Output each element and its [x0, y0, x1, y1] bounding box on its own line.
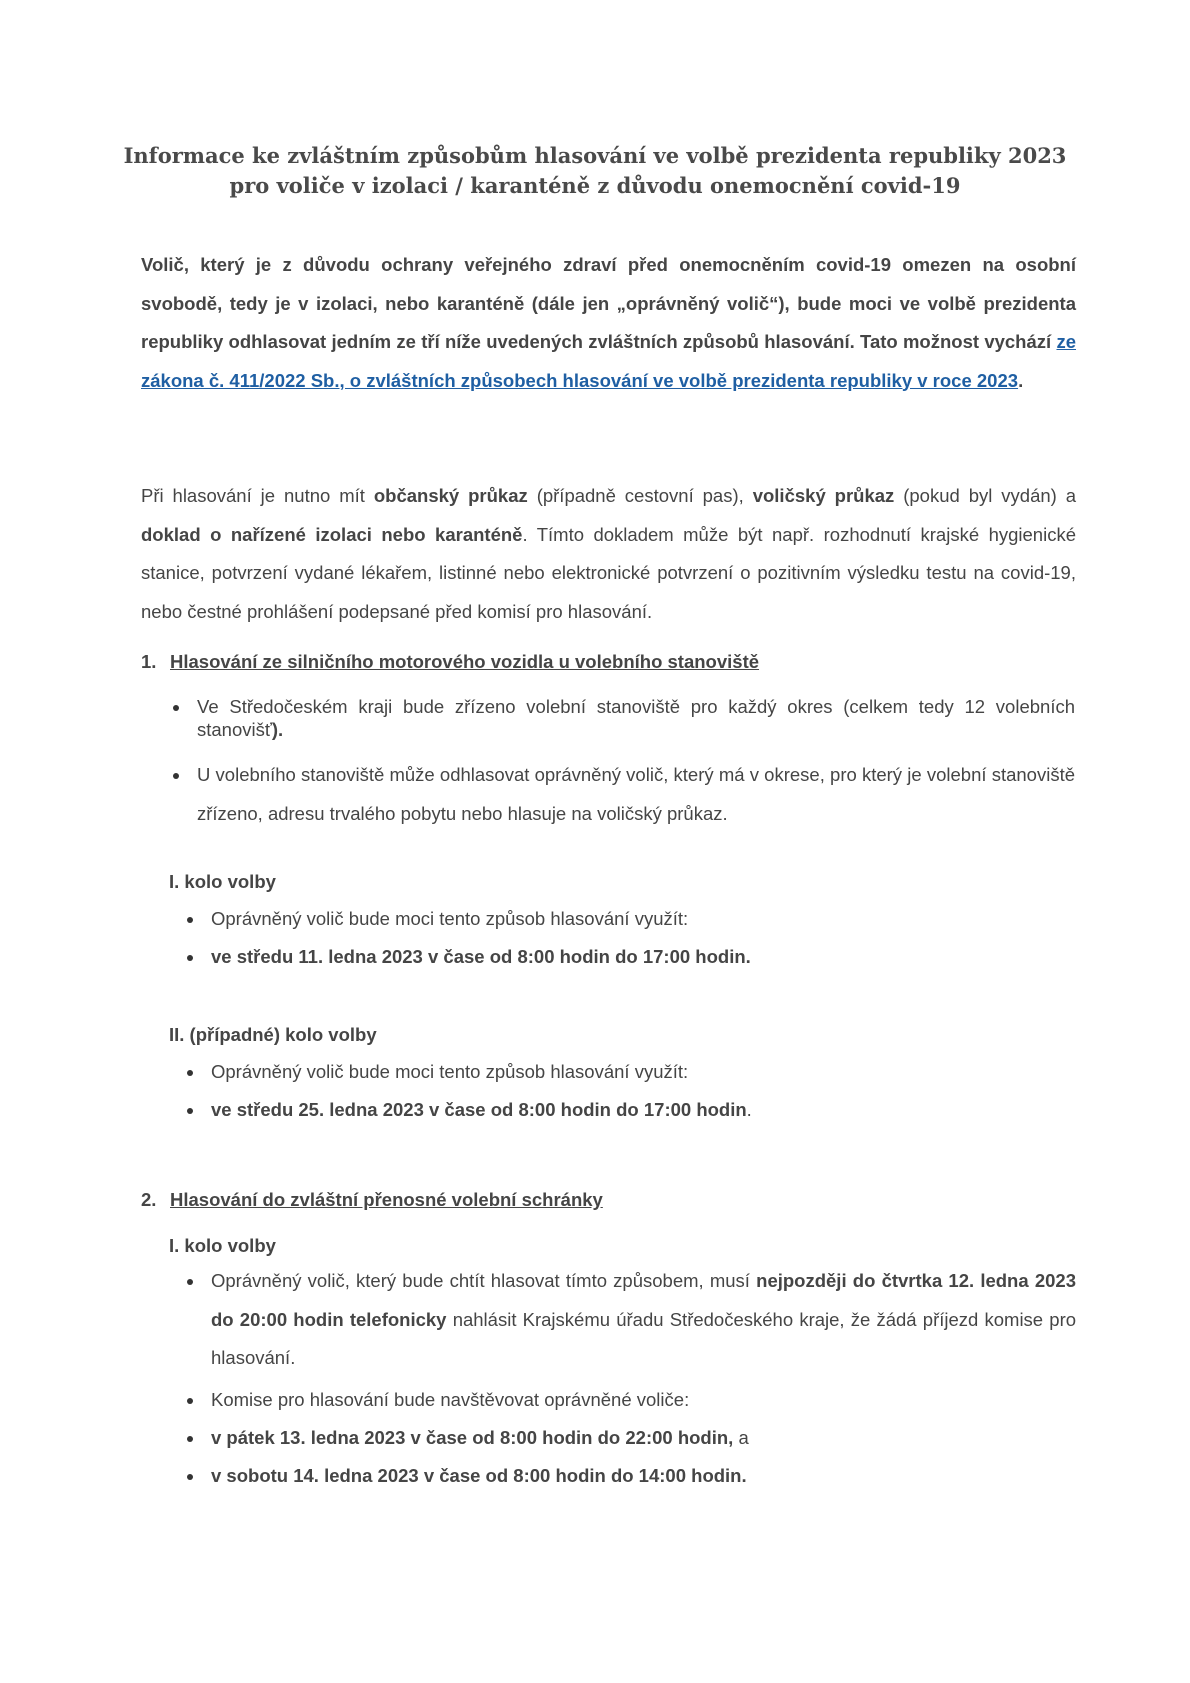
- intro-paragraph: [141, 246, 1076, 400]
- s2-bullet3-text: v pátek 13. ledna 2023 v čase od 8:00 hodin do 22:00 hodin,: [211, 1427, 734, 1448]
- bullet-icon: [173, 773, 179, 779]
- requirements-paragraph: [141, 477, 1076, 631]
- s1-round1-line2: ve středu 11. ledna 2023 v čase od 8:00 hodin do 17:00 hodin.: [211, 946, 751, 967]
- bullet-icon: [187, 1108, 193, 1114]
- s1-round2-line2: ve středu 25. ledna 2023 v čase od 8:00 hodin do 17:00 hodin: [211, 1099, 747, 1120]
- req-text-1: Při hlasování je nutno mít: [141, 485, 365, 506]
- section2-number: 2.: [141, 1189, 157, 1210]
- section1-heading: [141, 649, 759, 675]
- s2-bullet1-text-2: nahlásit Krajskému úřadu Středočeského kraje, že žádá příjezd komise pro hlasování.: [211, 1308, 1077, 1368]
- list-item: [211, 944, 1076, 970]
- s2-bullet4-text: v sobotu 14. ledna 2023 v čase od 8:00 hodin do 14:00 hodin.: [211, 1465, 747, 1486]
- s1-bullet1-text: Ve Středočeském kraji bude zřízeno volební stanoviště pro každý okres (celkem tedy 12 volebních stanovišť: [197, 696, 1075, 740]
- list-item: [211, 1425, 1076, 1451]
- s2-bullet2-text: Komise pro hlasování bude navštěvovat oprávněné voliče:: [211, 1389, 690, 1410]
- list-item: [211, 1097, 1076, 1123]
- document-title: [0, 141, 1190, 201]
- s2-bullet3-end: a: [738, 1427, 749, 1448]
- s1-round2-title: II. (případné) kolo volby: [169, 1024, 377, 1045]
- title-line-1: Informace ke zvláštním způsobům hlasování ve volbě prezidenta republiky 2023: [123, 143, 1067, 168]
- s1-round2-line2-end: .: [746, 1099, 752, 1120]
- list-item: [211, 1463, 1076, 1489]
- s1-round1-line1: Oprávněný volič bude moci tento způsob hlasování využít:: [211, 908, 689, 929]
- s1-bullet1-end: ).: [271, 719, 284, 740]
- req-text-3: (pokud byl vydán) a: [903, 485, 1077, 506]
- s2-bullet1-deadline: nejpozději do čtvrtka 12. ledna 2023 do 20:00 hodin telefonicky: [211, 1270, 1076, 1330]
- section1-heading-text: Hlasování ze silničního motorového vozidla u volebního stanoviště: [170, 651, 760, 672]
- section1-number: 1.: [141, 651, 157, 672]
- s1-bullet2-text: U volebního stanoviště může odhlasovat oprávněný volič, který má v okrese, pro který je volební stanoviště zřízeno, adresu trvalého pobytu nebo hlasuje na voličský průkaz.: [197, 764, 1075, 824]
- bullet-icon: [187, 1398, 193, 1404]
- section2-heading: [141, 1187, 603, 1213]
- req-voter-card: voličský průkaz: [752, 485, 895, 506]
- bullet-icon: [187, 1436, 193, 1442]
- bullet-icon: [187, 917, 193, 923]
- s1-round1-title: I. kolo volby: [169, 871, 276, 892]
- law-link[interactable]: ze zákona č. 411/2022 Sb., o zvláštních způsobech hlasování ve volbě prezidenta republiky v roce 2023: [141, 331, 1077, 391]
- bullet-icon: [187, 955, 193, 961]
- intro-end: .: [1018, 369, 1024, 391]
- list-item: [211, 906, 1076, 932]
- list-item: [197, 695, 1075, 741]
- s2-round1-title: I. kolo volby: [169, 1235, 276, 1256]
- req-isolation-doc: doklad o nařízené izolaci nebo karanténě: [141, 523, 523, 545]
- list-item: [197, 756, 1075, 833]
- list-item: [211, 1059, 1076, 1085]
- intro-text: Volič, který je z důvodu ochrany veřejného zdraví před onemocněním covid-19 omezen na osobní svobodě, tedy je v izolaci, nebo karanténě (dále jen „oprávněný volič“), bude moci ve volbě prezidenta republiky odhlasovat jedním ze tří níže uvedených zvláštních způsobů hlasování. Tato možnost vychází: [141, 254, 1076, 352]
- bullet-icon: [187, 1070, 193, 1076]
- req-text-4: . Tímto dokladem může být např. rozhodnutí krajské hygienické stanice, potvrzení vydané lékařem, listinné nebo elektronické potvrzení o pozitivním výsledku testu na covid-19, nebo čestné prohlášení podepsané před komisí pro hlasování.: [141, 523, 1076, 622]
- s1-round2-line1: Oprávněný volič bude moci tento způsob hlasování využít:: [211, 1061, 689, 1082]
- req-text-2: (případně cestovní pas),: [536, 485, 744, 506]
- list-item: [211, 1262, 1076, 1378]
- bullet-icon: [187, 1279, 193, 1285]
- title-line-2: pro voliče v izolaci / karanténě z důvodu onemocnění covid-19: [229, 173, 961, 198]
- bullet-icon: [173, 705, 179, 711]
- section2-heading-text: Hlasování do zvláštní přenosné volební schránky: [170, 1189, 603, 1210]
- s2-bullet1-text: Oprávněný volič, který bude chtít hlasovat tímto způsobem, musí: [211, 1270, 750, 1291]
- req-id-card: občanský průkaz: [373, 485, 528, 506]
- bullet-icon: [187, 1474, 193, 1480]
- list-item: [211, 1387, 1076, 1413]
